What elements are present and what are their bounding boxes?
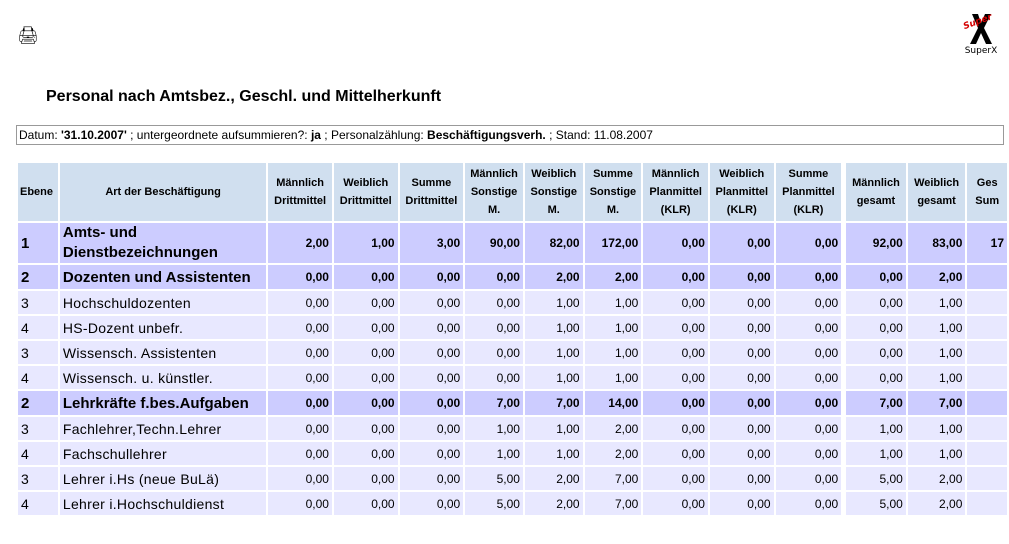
column-separator [843, 467, 844, 490]
column-header-line: Drittmittel [339, 195, 392, 207]
column-header-line: Art der Beschäftigung [105, 186, 221, 198]
value-cell: 0,00 [776, 391, 842, 415]
column-header-line: Planmittel [782, 186, 835, 198]
level-cell: 2 [18, 391, 58, 415]
value-cell: 0,00 [643, 442, 708, 465]
column-separator [843, 223, 844, 263]
level-cell: 3 [18, 417, 58, 440]
value-cell: 1,00 [908, 417, 966, 440]
column-header[interactable] [525, 163, 583, 221]
category-cell[interactable]: HS-Dozent unbefr. [60, 316, 266, 339]
value-cell: 0,00 [268, 291, 332, 314]
value-cell: 0,00 [400, 265, 464, 289]
category-cell[interactable]: Lehrer i.Hs (neue BuLä) [60, 467, 266, 490]
aggregate-value: ja [310, 128, 321, 142]
column-header[interactable] [643, 163, 708, 221]
value-cell: 1,00 [525, 316, 583, 339]
value-cell: 5,00 [465, 492, 523, 515]
column-separator [843, 341, 844, 364]
table-row [18, 492, 1007, 515]
category-cell[interactable]: Lehrkräfte f.bes.Aufgaben [60, 391, 266, 415]
value-cell: 1,00 [525, 442, 583, 465]
value-cell: 0,00 [776, 223, 842, 263]
table-row [18, 265, 1007, 289]
column-header-line: (KLR) [726, 204, 757, 216]
column-separator [843, 366, 844, 389]
column-separator [843, 291, 844, 314]
value-cell: 2,00 [525, 492, 583, 515]
column-header[interactable] [60, 163, 266, 221]
column-separator [843, 163, 844, 221]
category-cell[interactable]: Wissensch. Assistenten [60, 341, 266, 364]
value-cell: 7,00 [846, 391, 906, 415]
column-separator [843, 391, 844, 415]
value-cell: 0,00 [334, 417, 398, 440]
value-cell: 0,00 [710, 391, 774, 415]
value-cell: 0,00 [776, 366, 842, 389]
value-cell: 0,00 [400, 341, 464, 364]
value-cell: 0,00 [643, 223, 708, 263]
value-cell [967, 492, 1007, 515]
results-table [16, 161, 1009, 517]
column-header-line: Summe [411, 177, 452, 189]
level-cell: 3 [18, 291, 58, 314]
column-header-line: (KLR) [793, 204, 824, 216]
value-cell: 1,00 [585, 366, 642, 389]
column-header-line: Sonstige [530, 186, 577, 198]
value-cell: 0,00 [776, 467, 842, 490]
table-row [18, 223, 1007, 263]
results-table-container[interactable] [16, 161, 1009, 544]
value-cell: 0,00 [465, 341, 523, 364]
value-cell: 1,00 [585, 291, 642, 314]
value-cell [967, 265, 1007, 289]
column-header[interactable] [967, 163, 1007, 221]
column-header-line: gesamt [917, 195, 956, 207]
value-cell: 1,00 [525, 417, 583, 440]
value-cell: 0,00 [710, 341, 774, 364]
value-cell: 1,00 [525, 366, 583, 389]
value-cell: 0,00 [400, 492, 464, 515]
value-cell: 1,00 [585, 341, 642, 364]
value-cell [967, 341, 1007, 364]
superx-x-icon [960, 12, 1002, 46]
column-header-line: Sum [975, 195, 1000, 207]
value-cell: 2,00 [908, 265, 966, 289]
value-cell: 0,00 [268, 442, 332, 465]
column-header-line: Drittmittel [405, 195, 458, 207]
value-cell: 0,00 [268, 417, 332, 440]
value-cell: 82,00 [525, 223, 583, 263]
value-cell: 0,00 [643, 391, 708, 415]
value-cell: 0,00 [400, 316, 464, 339]
column-header-line: Männlich [470, 168, 518, 180]
table-row [18, 316, 1007, 339]
category-cell[interactable]: Hochschuldozenten [60, 291, 266, 314]
print-icon[interactable]: 🖨 [17, 26, 39, 46]
value-cell: 0,00 [334, 366, 398, 389]
aggregate-label: ; untergeordnete aufsummieren?: [130, 128, 308, 142]
column-header[interactable] [846, 163, 906, 221]
column-header-line: Summe [788, 168, 829, 180]
value-cell [967, 366, 1007, 389]
value-cell: 90,00 [465, 223, 523, 263]
column-separator [843, 316, 844, 339]
table-row [18, 391, 1007, 415]
category-cell[interactable]: Lehrer i.Hochschuldienst [60, 492, 266, 515]
value-cell: 1,00 [525, 341, 583, 364]
value-cell: 0,00 [776, 291, 842, 314]
value-cell: 1,00 [465, 417, 523, 440]
category-cell[interactable]: Dozenten und Assistenten [60, 265, 266, 289]
value-cell: 1,00 [334, 223, 398, 263]
value-cell: 2,00 [585, 265, 642, 289]
value-cell: 0,00 [334, 291, 398, 314]
column-header-line: Weiblich [343, 177, 389, 189]
column-header-line: Drittmittel [274, 195, 327, 207]
level-cell: 3 [18, 341, 58, 364]
value-cell: 92,00 [846, 223, 906, 263]
value-cell: 7,00 [585, 492, 642, 515]
report-parameters [16, 125, 1004, 145]
value-cell: 0,00 [334, 467, 398, 490]
value-cell: 0,00 [710, 366, 774, 389]
value-cell: 0,00 [846, 265, 906, 289]
column-header-line: Summe [593, 168, 633, 180]
value-cell: 2,00 [908, 467, 966, 490]
value-cell: 0,00 [710, 467, 774, 490]
value-cell [967, 291, 1007, 314]
value-cell: 1,00 [908, 341, 966, 364]
datum-label: Datum: [19, 128, 58, 142]
column-separator [843, 417, 844, 440]
value-cell: 0,00 [334, 316, 398, 339]
value-cell: 7,00 [525, 391, 583, 415]
column-header-line: Ebene [20, 186, 54, 198]
column-header[interactable] [465, 163, 523, 221]
value-cell: 0,00 [334, 341, 398, 364]
value-cell: 0,00 [776, 265, 842, 289]
value-cell: 0,00 [643, 265, 708, 289]
column-header-line: (KLR) [660, 204, 691, 216]
level-cell: 4 [18, 316, 58, 339]
value-cell: 0,00 [710, 265, 774, 289]
value-cell: 0,00 [643, 341, 708, 364]
value-cell: 0,00 [643, 492, 708, 515]
value-cell [967, 417, 1007, 440]
value-cell: 0,00 [776, 417, 842, 440]
column-separator [843, 492, 844, 515]
level-cell: 2 [18, 265, 58, 289]
column-header[interactable] [268, 163, 332, 221]
value-cell: 0,00 [776, 442, 842, 465]
column-header-line: Weiblich [531, 168, 577, 180]
page-title: Personal nach Amtsbez., Geschl. und Mittelherkunft [46, 88, 442, 105]
value-cell: 0,00 [643, 417, 708, 440]
value-cell: 0,00 [643, 467, 708, 490]
column-header-line: Sonstige [470, 186, 518, 198]
column-header-line: Weiblich [914, 177, 960, 189]
column-header-line: Männlich [276, 177, 324, 189]
value-cell: 2,00 [525, 467, 583, 490]
value-cell: 0,00 [334, 265, 398, 289]
value-cell: 1,00 [846, 417, 906, 440]
column-header[interactable] [710, 163, 774, 221]
superx-logo [960, 12, 1002, 60]
table-row [18, 366, 1007, 389]
value-cell: 2,00 [585, 442, 642, 465]
value-cell: 0,00 [846, 341, 906, 364]
value-cell: 0,00 [268, 492, 332, 515]
value-cell: 17 [967, 223, 1007, 263]
count-label: ; Personalzählung: [324, 128, 424, 142]
value-cell: 2,00 [585, 417, 642, 440]
table-row [18, 291, 1007, 314]
value-cell: 1,00 [846, 442, 906, 465]
category-cell[interactable]: Fachschullehrer [60, 442, 266, 465]
value-cell: 0,00 [400, 391, 464, 415]
column-header-line: Ges [976, 177, 998, 189]
column-header-line: Männlich [651, 168, 700, 180]
value-cell: 0,00 [846, 316, 906, 339]
value-cell: 0,00 [334, 391, 398, 415]
value-cell: 0,00 [268, 467, 332, 490]
value-cell: 0,00 [643, 291, 708, 314]
level-cell: 4 [18, 366, 58, 389]
count-value: Beschäftigungsverh. [427, 128, 546, 142]
value-cell: 172,00 [585, 223, 642, 263]
value-cell: 0,00 [268, 316, 332, 339]
value-cell: 0,00 [400, 442, 464, 465]
value-cell: 0,00 [400, 291, 464, 314]
value-cell: 0,00 [400, 467, 464, 490]
value-cell: 5,00 [846, 492, 906, 515]
value-cell [967, 442, 1007, 465]
value-cell: 0,00 [400, 417, 464, 440]
superx-mark: Super [962, 12, 994, 33]
value-cell: 0,00 [643, 316, 708, 339]
column-header-line: gesamt [856, 195, 896, 207]
column-header-line: Männlich [852, 177, 900, 189]
value-cell: 7,00 [585, 467, 642, 490]
value-cell: 0,00 [710, 417, 774, 440]
table-row [18, 442, 1007, 465]
stand-text: ; Stand: 11.08.2007 [549, 128, 653, 142]
value-cell: 0,00 [334, 442, 398, 465]
value-cell: 83,00 [908, 223, 966, 263]
level-cell: 4 [18, 442, 58, 465]
value-cell: 0,00 [465, 265, 523, 289]
value-cell: 5,00 [846, 467, 906, 490]
value-cell: 0,00 [710, 316, 774, 339]
column-header[interactable] [400, 163, 464, 221]
value-cell [967, 316, 1007, 339]
value-cell: 0,00 [710, 291, 774, 314]
value-cell: 7,00 [908, 391, 966, 415]
category-cell[interactable]: Fachlehrer,Techn.Lehrer [60, 417, 266, 440]
value-cell: 0,00 [465, 366, 523, 389]
value-cell: 2,00 [268, 223, 332, 263]
value-cell: 1,00 [525, 291, 583, 314]
value-cell: 0,00 [710, 223, 774, 263]
value-cell: 1,00 [585, 316, 642, 339]
level-cell: 1 [18, 223, 58, 263]
logo-caption: SuperX [964, 46, 998, 56]
column-header-line: M. [606, 204, 620, 216]
column-header[interactable] [585, 163, 642, 221]
value-cell: 0,00 [334, 492, 398, 515]
value-cell: 0,00 [776, 492, 842, 515]
category-cell[interactable]: Amts- und Dienstbezeichnungen [60, 223, 266, 263]
column-header[interactable] [908, 163, 966, 221]
value-cell: 0,00 [643, 366, 708, 389]
value-cell: 0,00 [776, 316, 842, 339]
column-header-line: M. [547, 204, 560, 216]
column-header-line: Planmittel [649, 186, 702, 198]
value-cell: 0,00 [268, 391, 332, 415]
column-header-line: Planmittel [715, 186, 769, 198]
value-cell: 0,00 [710, 442, 774, 465]
value-cell: 0,00 [846, 366, 906, 389]
value-cell: 7,00 [465, 391, 523, 415]
column-header-line: Sonstige [589, 186, 637, 198]
column-separator [843, 265, 844, 289]
value-cell: 0,00 [465, 291, 523, 314]
category-cell[interactable]: Wissensch. u. künstler. [60, 366, 266, 389]
value-cell: 1,00 [908, 366, 966, 389]
table-row [18, 417, 1007, 440]
header-row [18, 163, 1007, 221]
value-cell: 5,00 [465, 467, 523, 490]
column-header[interactable] [18, 163, 58, 221]
value-cell: 0,00 [465, 316, 523, 339]
value-cell: 1,00 [908, 316, 966, 339]
value-cell: 0,00 [268, 341, 332, 364]
datum-value: '31.10.2007' [61, 128, 127, 142]
value-cell: 1,00 [908, 442, 966, 465]
value-cell: 0,00 [268, 265, 332, 289]
table-row [18, 341, 1007, 364]
value-cell: 0,00 [400, 366, 464, 389]
value-cell: 1,00 [465, 442, 523, 465]
value-cell: 0,00 [776, 341, 842, 364]
value-cell: 2,00 [525, 265, 583, 289]
column-separator [843, 442, 844, 465]
level-cell: 3 [18, 467, 58, 490]
table-row [18, 467, 1007, 490]
column-header[interactable] [776, 163, 842, 221]
column-header-line: M. [487, 204, 501, 216]
column-header[interactable] [334, 163, 398, 221]
value-cell [967, 391, 1007, 415]
value-cell: 0,00 [846, 291, 906, 314]
value-cell: 0,00 [268, 366, 332, 389]
value-cell: 0,00 [710, 492, 774, 515]
value-cell: 1,00 [908, 291, 966, 314]
value-cell: 14,00 [585, 391, 642, 415]
level-cell: 4 [18, 492, 58, 515]
column-header-line: Weiblich [719, 168, 765, 180]
value-cell: 3,00 [400, 223, 464, 263]
value-cell [967, 467, 1007, 490]
value-cell: 2,00 [908, 492, 966, 515]
